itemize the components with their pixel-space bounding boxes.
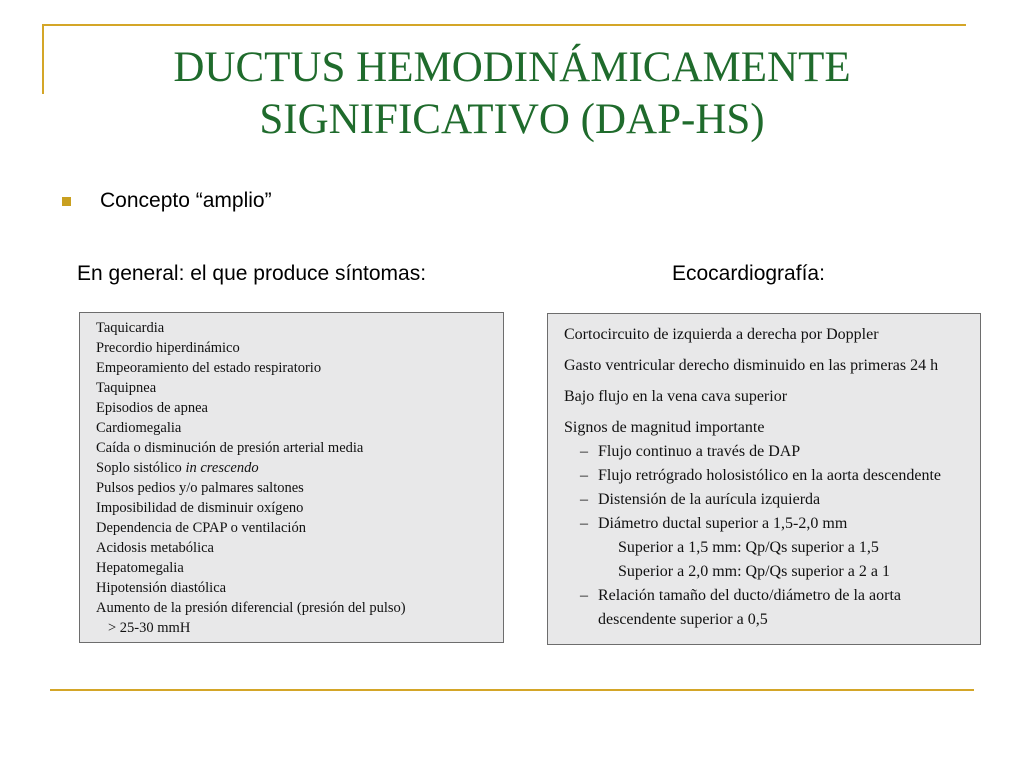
echo-subitem-text: Diámetro ductal superior a 1,5-2,0 mm [598,515,848,532]
echo-subitem-text: Distensión de la aurícula izquierda [598,491,821,508]
dash-icon: – [580,587,588,604]
top-decorative-line [42,24,966,26]
echo-detail: Superior a 2,0 mm: Qp/Qs superior a 2 a 1 [618,563,890,580]
title-line-2: SIGNIFICATIVO (DAP-HS) [259,96,765,143]
dash-icon: – [580,491,588,508]
dash-icon: – [580,515,588,532]
symptom-item: Cardiomegalia [96,420,182,436]
square-bullet-icon [62,197,71,206]
symptom-item: Acidosis metabólica [96,540,214,556]
symptom-item: Aumento de la presión diferencial (presión del pulso) [96,600,406,616]
symptoms-heading: En general: el que produce síntomas: [77,262,427,285]
symptom-item: Taquipnea [96,380,157,396]
symptom-item: Taquicardia [96,320,165,336]
symptom-item: Hipotensión diastólica [96,580,227,596]
echo-subitem-continuation [564,608,972,632]
echo-subitem-text: Flujo continuo a través de DAP [598,443,801,460]
echo-item: Cortocircuito de izquierda a derecha por Doppler [564,326,879,343]
symptom-item: Pulsos pedios y/o palmares saltones [96,480,304,496]
dash-icon: – [580,467,588,484]
symptom-item: Hepatomegalia [96,560,184,576]
echo-subitem [564,584,972,608]
echo-subitem [564,512,972,536]
dash-icon: – [580,443,588,460]
symptoms-table [79,312,504,643]
symptom-item: Empeoramiento del estado respiratorio [96,360,322,376]
echo-subitem [564,440,972,464]
title-line-1: DUCTUS HEMODINÁMICAMENTE [173,44,851,91]
echo-item: Gasto ventricular derecho disminuido en las primeras 24 h [564,357,939,374]
echo-subitem [564,488,972,512]
echo-table [547,313,981,645]
echo-item: Bajo flujo en la vena cava superior [564,388,788,405]
symptom-item: Dependencia de CPAP o ventilación [96,520,306,536]
echo-detail: Superior a 1,5 mm: Qp/Qs superior a 1,5 [618,539,879,556]
symptom-item: Precordio hiperdinámico [96,340,240,356]
echo-subitem-text: Flujo retrógrado holosistólico en la aorta descendente [598,467,942,484]
symptom-italic-text: in crescendo [185,460,259,476]
symptom-item: Imposibilidad de disminuir oxígeno [96,500,304,516]
symptom-item-continuation: > 25-30 mmH [108,620,191,636]
symptom-item: Caída o disminución de presión arterial media [96,440,364,456]
bullet-item [62,186,272,216]
symptom-text: Soplo sistólico [96,460,182,476]
bullet-text: Concepto “amplio” [100,189,272,212]
symptom-item: Episodios de apnea [96,400,208,416]
echo-heading: Ecocardiografía: [672,262,825,285]
symptom-item-soplo [96,458,493,478]
slide-title [60,42,964,146]
echo-subitem [564,464,972,488]
bottom-decorative-line [50,689,974,691]
echo-subitem-text: Relación tamaño del ducto/diámetro de la aorta [598,587,901,604]
left-decorative-line [42,24,44,94]
echo-subitem-text: descendente superior a 0,5 [598,611,768,628]
echo-item: Signos de magnitud importante [564,419,765,436]
